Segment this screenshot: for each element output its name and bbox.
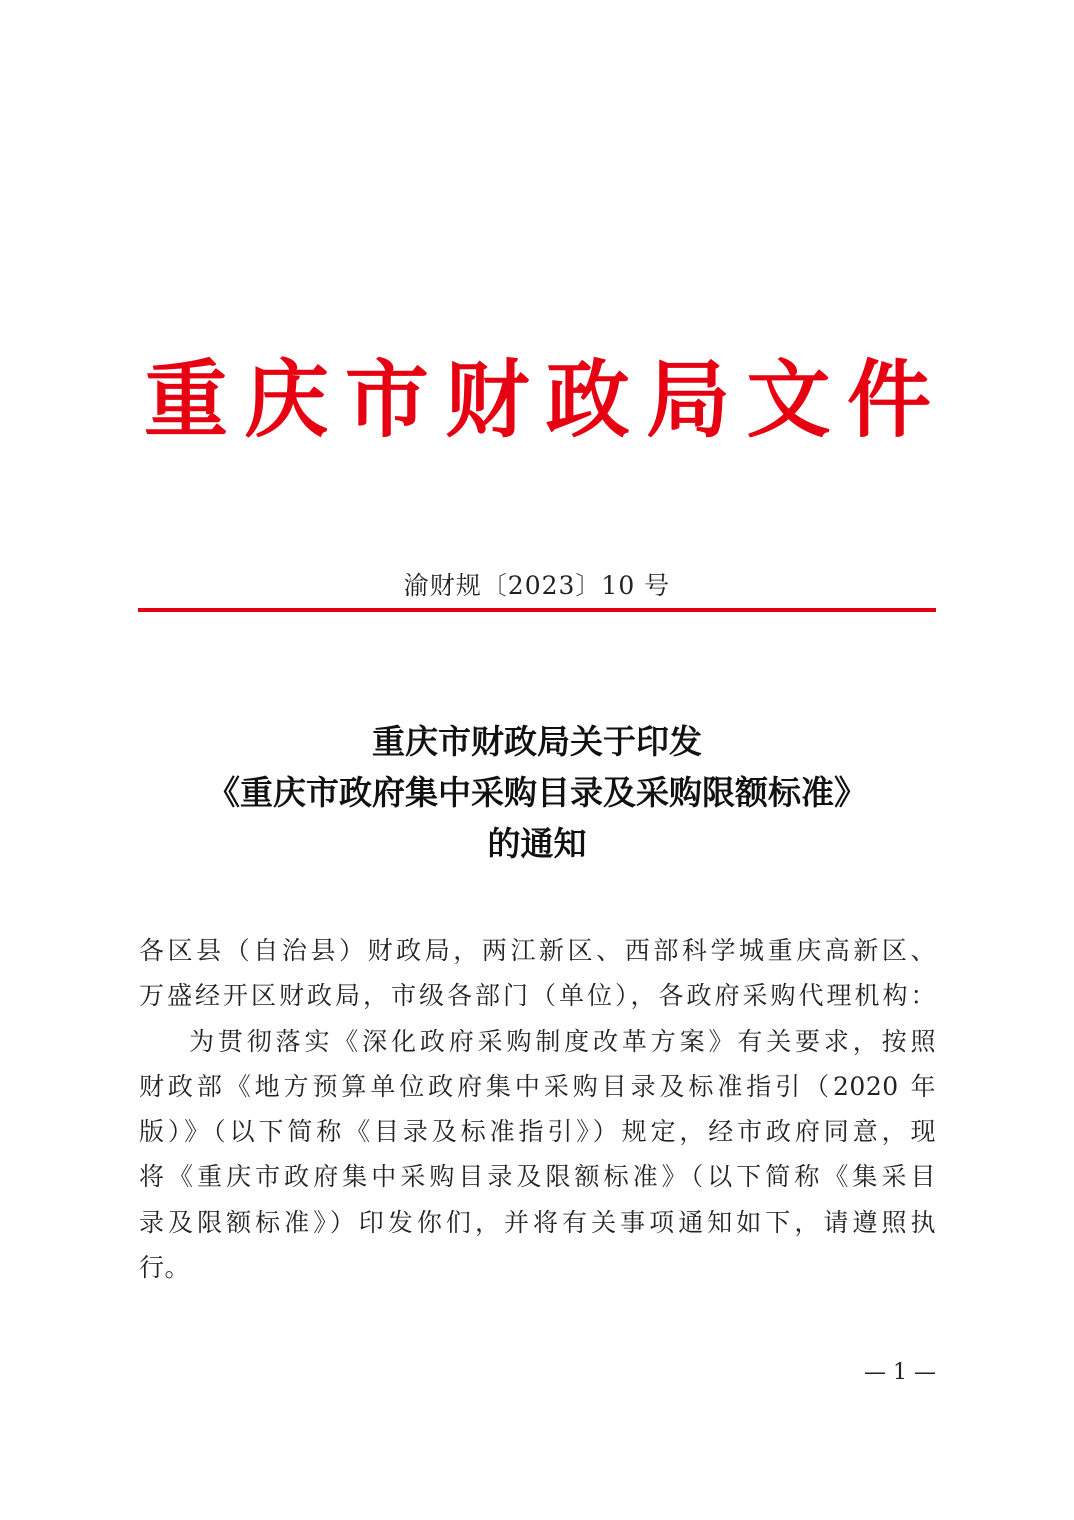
masthead-char: 庆 xyxy=(244,350,329,449)
paragraph-line: 财政部《地方预算单位政府集中采购目录及标准指引（2020 年 xyxy=(139,1071,936,1101)
document-title xyxy=(100,716,974,869)
masthead-char: 财 xyxy=(445,350,530,449)
masthead-char: 政 xyxy=(545,350,630,449)
addressee-line: 各区县（自治县）财政局，两江新区、西部科学城重庆高新区、 xyxy=(139,936,936,965)
addressee-line: 万盛经开区财政局，市级各部门（单位），各政府采购代理机构： xyxy=(139,981,936,1011)
paragraph-line: 版）》（以下简称《目录及标准指引》）规定，经市政府同意，现 xyxy=(139,1117,936,1147)
title-line: 的通知 xyxy=(487,824,587,863)
document-body xyxy=(139,928,936,1290)
paragraph-line: 行。 xyxy=(139,1253,191,1283)
masthead-char: 市 xyxy=(344,350,429,449)
title-line: 重庆市财政局关于印发 xyxy=(372,722,702,761)
masthead-char: 件 xyxy=(846,350,931,449)
paragraph-line: 将《重庆市政府集中采购目录及限额标准》（以下简称《集采目 xyxy=(139,1162,936,1192)
masthead-char: 重 xyxy=(143,350,228,449)
paragraph-line: 为贯彻落实《深化政府采购制度改革方案》有关要求，按照 xyxy=(189,1026,936,1056)
document-number: 渝财规〔2023〕10 号 xyxy=(403,571,671,600)
red-divider-line xyxy=(138,608,936,612)
document-masthead xyxy=(140,345,935,455)
masthead-char: 局 xyxy=(646,350,731,449)
paragraph-line: 录及限额标准》）印发你们，并将有关事项通知如下，请遵照执 xyxy=(139,1207,936,1237)
title-line: 《重庆市政府集中采购目录及采购限额标准》 xyxy=(207,773,867,812)
masthead-char: 文 xyxy=(746,350,831,449)
page-number: — 1 — xyxy=(864,1360,936,1385)
